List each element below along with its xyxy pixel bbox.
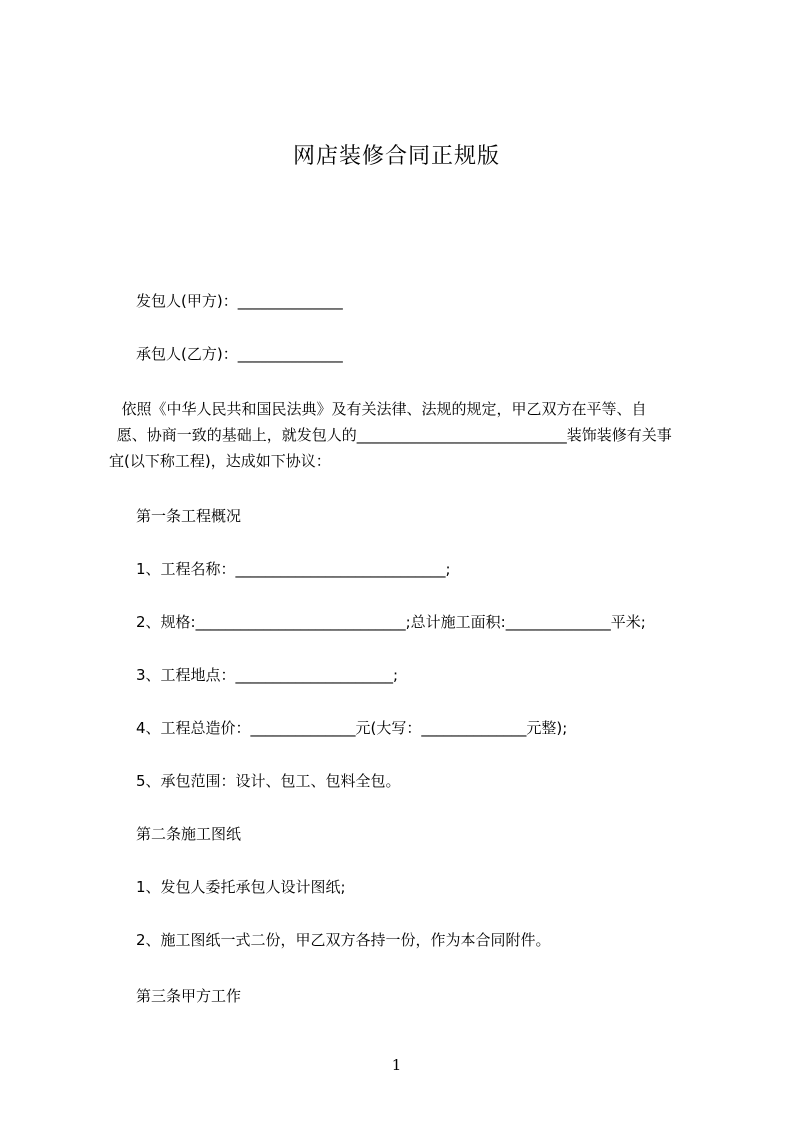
article-3-heading: 第三条甲方工作 xyxy=(136,987,242,1005)
article-1-heading: 第一条工程概况 xyxy=(136,507,242,525)
article-2-item-2: 2、施工图纸一式二份，甲乙双方各持一份，作为本合同附件。 xyxy=(136,931,551,949)
article-1-item-3: 3、工程地点：_____________________; xyxy=(136,666,399,684)
preamble-line-2: 愿、协商一致的基础上，就发包人的____________________________装饰装修有关事 xyxy=(112,426,672,444)
article-1-item-4: 4、工程总造价：______________元(大写：______________元整); xyxy=(136,719,568,737)
article-1-item-1: 1、工程名称：____________________________; xyxy=(136,560,451,578)
article-1-item-2: 2、规格:____________________________;总计施工面积:______________平米; xyxy=(136,613,646,631)
document-title: 网店装修合同正规版 xyxy=(292,144,500,169)
article-2-heading: 第二条施工图纸 xyxy=(136,825,242,843)
party-a-line: 发包人(甲方)：______________ xyxy=(136,292,343,310)
article-2-item-1: 1、发包人委托承包人设计图纸; xyxy=(136,878,346,896)
article-1-item-5: 5、承包范围：设计、包工、包料全包。 xyxy=(136,772,401,790)
party-b-line: 承包人(乙方)：______________ xyxy=(136,345,343,363)
preamble-line-3: 宜(以下称工程)，达成如下协议： xyxy=(109,452,331,470)
page-number: 1 xyxy=(391,1056,402,1074)
preamble-line-1: 依照《中华人民共和国民法典》及有关法律、法规的规定，甲乙双方在平等、自 xyxy=(112,400,647,418)
